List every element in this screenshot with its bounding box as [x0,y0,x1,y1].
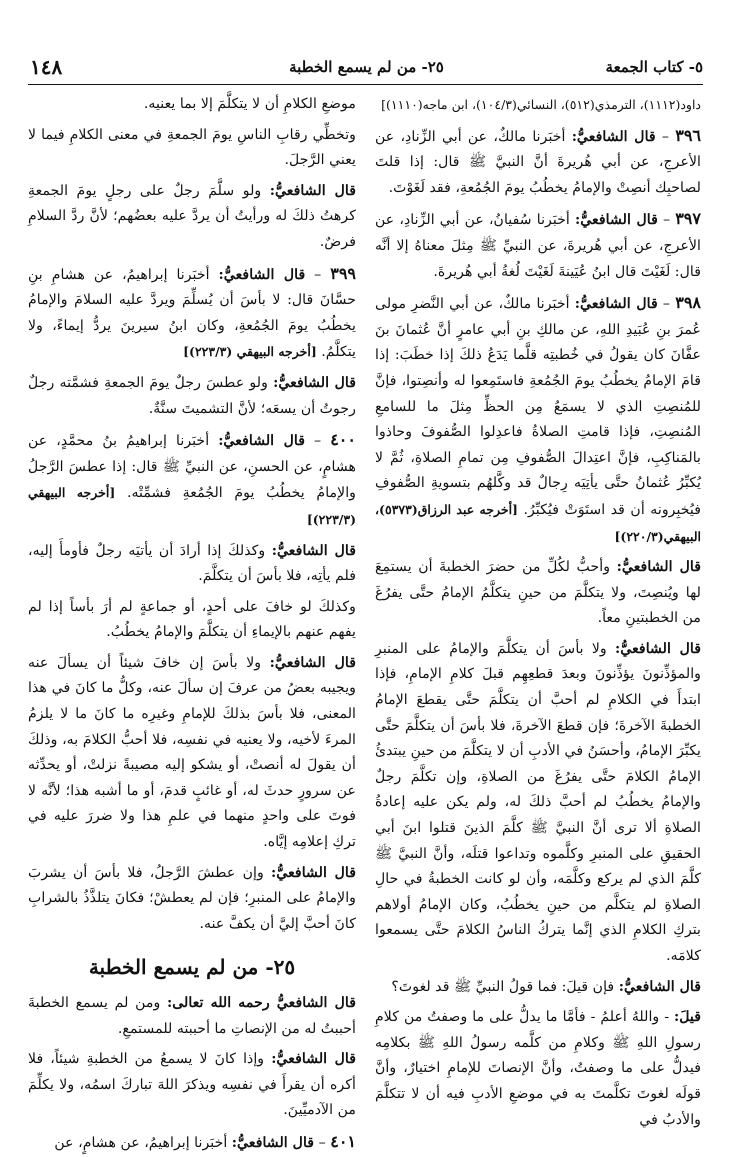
speaker-label: قال الشافعيُّ: [271,864,356,881]
speaker-label: قال الشافعيُّ: [618,978,701,995]
speaker-label: قال الشافعيُّ: [271,1051,356,1068]
running-header [30,52,703,82]
hadith-number: ٣٩٧ [675,209,701,229]
paragraph-text: أخبَرنا سُفيانُ، عن أبي الزِّنادِ، عن الأعرجِ، عن أبي هُريرةَ، عن النبيِّ ﷺ مِثلَ معناهُ إلا أنَّه قال: لَغَيْتَ قال ابنُ عُيَينةَ لَغَيْتَ لُغةُ أبي هُريرةَ. [375,212,701,280]
speaker-label: قال الشافعيُّ: [616,559,701,576]
text-paragraph [28,861,356,938]
paragraph-text: وإذا كانَ لا يسمعُ من الخطبةِ شيئاً، فلا أكره أن يقرأَ في نفسِه ويذكرَ اللهَ تباركَ اسمُه، ولا يكلِّمَ من الآدميِّينَ. [28,1051,356,1119]
text-paragraph [28,539,356,590]
hadith-number: ٣٩٦ [675,125,701,145]
hadith-number: ٤٠٠ [330,430,356,450]
text-paragraph [375,1005,701,1133]
speaker-label: قال الشافعيُّ رحمه الله تعالى: [167,995,356,1011]
hadith-number: ٣٩٨ [675,293,701,313]
hadith-paragraph: ٣٩٦ – قال الشافعيُّ: أخبَرنا مالكٌ، عن أبي الزِّنادِ، عن الأعرجِ، عن أبي هُريرةَ أنَّ النبيَّ ﷺ قال: إذا قلتَ لصاحبِك أنصِتْ والإمامُ يخطُبُ يومَ الجُمُعةِ، فقد لَغَوْتَ. [375,125,701,196]
speaker-label: قال الشافعيُّ: [269,182,356,199]
paragraph-text: وتخطِّي رقابِ الناسِ يومَ الجمعةِ في معنى الكلامِ فيما لا يعني الرَّجلَ. [28,126,356,169]
hadith-number: ٤٠١ [330,1131,356,1151]
speaker-label: قال الشافعيُّ: [574,296,658,313]
paragraph-text: فإن قيلَ: فما قولُ النبيِّ ﷺ قد لغوتَ؟ [391,978,615,995]
paragraph-text: موضعِ الكلامِ أن لا يتكلَّمَ إلا بما يعنيه. [143,96,356,112]
paragraph-text: وإن عطشَ الرَّجلُ، فلا بأسَ أن يشربَ والإمامُ على المنبرِ؛ فإن لم يعطشْ؛ فكانَ يتلذَّذُ بالشرابِ كانَ أحبَّ إليَّ أن يكفَّ عنه. [28,864,356,932]
text-paragraph [28,595,356,646]
source-citation: [أخرجه البيهقي (٢٢٣/٣)] [28,485,356,527]
paragraph-text: وأحبُّ لكُلِّ من حضرَ الخطبةَ أن يستمِعَ لها ويُنصِتَ، ولا يتكلَّمَ من حينِ يتكلَّمُ الإمامُ حتَّى يفرُغَ من الخطبتينِ معاً. [375,559,701,627]
text-paragraph [28,179,356,256]
paragraph-text: أخبَرنا مالكٌ، عن أبي الزِّنادِ، عن الأعرجِ، عن أبي هُريرةَ أنَّ النبيَّ ﷺ قال: إذا قلتَ لصاحبِك أنصِتْ والإمامُ يخطُبُ يومَ الجُمُعةِ، فقد لَغَوْتَ. [375,128,701,196]
paragraph-text: - واللهُ أعلمُ - فأمَّا ما يدلُّ على ما وصفتُ من كلامِ رسولِ اللهِ ﷺ وكلامِ من كلَّمه رسولُ اللهِ ﷺ بكلامِه فيدلُّ على ما وصفتُ، وأنَّ الإنصاتَ للإمامِ اختيارٌ، وأنَّ قولَه لغوتَ تكلَّمتَ به في موضعِ الأدبِ فيه أن لا تتكلَّمَ والأدبُ في [375,1009,701,1128]
speaker-label: قال الشافعيُّ: [269,654,356,671]
paragraph-text: ومن لم يسمع الخطبةَ أحببتُ له من الإنصاتِ ما أحببته للمستمعِ. [28,995,356,1037]
left-column [28,92,357,1151]
text-paragraph [28,1047,356,1124]
citation-line: داود(١١١٢)، الترمذي(٥١٢)، النسائي(١٠٤/٣)، ابن ماجه(١١١٠)] [381,97,701,112]
speaker-label: قال الشافعيُّ: [218,266,306,283]
header-rule [28,84,703,85]
paragraph-text: ولا بأسَ إن خافَ شيئاً أن يسألَ عنه ويجيبه بعضُ من عرفَ إن سألَ عنه، وكلُّ ما كانَ في هذا المعنى، فلا بأسَ بذلكَ للإمامِ وغيرِه ما كانَ ما لا يلزمُ المرءَ لأخيه، ولا يعنيه في نفسِه، فلا أحبُّ الكلامَ به، وذلكَ أن يقولَ له أنصتْ، أو يشكو إليه مصيبةً نزلتْ، أو يحدِّثه عن سرورٍ حدثَ له، أو غائبٍ قدمَ، أو ما أشبه هذا؛ لأنَّه لا فوتَ على واحدٍ منهما في علمِ هذا ولا ضررَ عليه في تركِ إعلامِه إيَّاه. [28,654,356,851]
paragraph-text: وكذلكَ إذا أرادَ أن يأتيَه رجلٌ فأومأَ إليه، فلم يأتِه، فلا بأسَ أن يتكلَّمَ. [28,542,356,585]
hadith-paragraph: ٣٩٨ – قال الشافعيُّ: أخبَرنا مالكٌ، عن أبي النَّضرِ مولى عُمرَ بنِ عُبَيدِ اللهِ، عن مالكِ بنِ أبي عامرٍ أنَّ عُثمانَ بنَ عفَّانَ كان يقولُ في خُطبتِه قلَّما يَدَعُ ذلكَ إذا خطَبَ: إذا قامَ الإمامُ يخطُبُ يومَ الجُمُعةِ فاستَمِعوا له وأنصِتوا، فإنَّ للمُنصِتِ الذي لا يسمَعُ مِن الحظِّ مِثلَ ما للسامعِ المُنصِتِ، فإذا قامتِ الصلاةُ فاعدِلوا الصُّفوفَ وحاذوا بالمَناكِبِ، فإنَّ اعتِدالَ الصُّفوفِ مِن تمامِ الصلاةِ، ثُمَّ لا يُكبِّرُ عُثمانُ حتَّى يأتِيَه رِجالٌ قد وكَّلهُم بتسويةِ الصُّفوفِ فيُخبِرونه أن قد استَوَتْ فيُكبِّرُ. [أخرجه عبد الرزاق(٥٣٧٣)، البيهقي(٢٢٠/٣)] [375,293,701,544]
speaker-label: قال الشافعيُّ: [615,640,701,657]
text-paragraph [28,123,356,174]
paragraph-text: أخبَرنا إبراهيمُ، عن هشامِ بنِ حسَّانَ قال: لا بأسَ أن يُسلِّمَ ويردَّ عليه السلامَ والإمامُ يخطُبُ يومَ الجُمُعةِ، وكان ابنُ سيرينَ يردُّ إيماءً، ولا يتكلَّمُ. [28,266,356,361]
paragraph-text: أخبَرنا مالكٌ، عن أبي النَّضرِ مولى عُمرَ بنِ عُبَيدِ اللهِ، عن مالكِ بنِ أبي عامرٍ أنَّ عُثمانَ بنَ عفَّانَ كان يقولُ في خُطبتِه قلَّما يَدَعُ ذلكَ إذا خطَبَ: إذا قامَ الإمامُ يخطُبُ يومَ الجُمُعةِ فاستَمِعوا له وأنصِتوا، فإنَّ للمُنصِتِ الذي لا يسمَعُ مِن الحظِّ مِثلَ ما للسامعِ المُنصِتِ، فإذا قامتِ الصلاةُ فاعدِلوا الصُّفوفَ وحاذوا بالمَناكِبِ، فإنَّ اعتِدالَ الصُّفوفِ مِن تمامِ الصلاةِ، ثُمَّ لا يُكبِّرُ عُثمانُ حتَّى يأتِيَه رِجالٌ قد وكَّلهُم بتسويةِ الصُّفوفِ فيُخبِرونه أن قد استَوَتْ فيُكبِّرُ. [375,296,701,518]
text-paragraph [28,991,356,1042]
text-paragraph [28,371,356,422]
text-paragraph [28,92,356,118]
speaker-label: قال الشافعيُّ: [574,212,658,229]
paragraph-text: ولو عطسَ رجلٌ يومَ الجمعةِ فشمَّته رجلٌ رجوتُ أن يسعَه؛ لأنَّ التشميتَ سنَّةٌ. [28,374,356,417]
speaker-label: قيلَ: [673,1009,701,1026]
hadith-paragraph: ٣٩٩ – قال الشافعيُّ: أخبَرنا إبراهيمُ، عن هشامِ بنِ حسَّانَ قال: لا بأسَ أن يُسلِّمَ ويردَّ عليه السلامَ والإمامُ يخطُبُ يومَ الجُمُعةِ، وكان ابنُ سيرينَ يردُّ إيماءً، ولا يتكلَّمُ. [أخرجه البيهقي (٢٢٣/٣)] [28,263,356,361]
section-title: ٢٥- من لم يسمع الخطبة [88,955,296,980]
hadith-paragraph: ٣٩٧ – قال الشافعيُّ: أخبَرنا سُفيانُ، عن أبي الزِّنادِ، عن الأعرجِ، عن أبي هُريرةَ، عن النبيِّ ﷺ مِثلَ معناهُ إلا أنَّه قال: لَغَيْتَ قال ابنُ عُيَينةَ لَغَيْتَ لُغةُ أبي هُريرةَ. [375,209,701,280]
text-paragraph [375,555,701,632]
speaker-label: قال الشافعيُّ: [571,128,656,145]
page-number: ١٤٨ [30,55,63,79]
section-heading: ٢٥- من لم يسمع الخطبة [289,58,444,76]
text-paragraph [28,651,356,856]
hadith-paragraph: ٤٠٠ – قال الشافعيُّ: أخبَرنا إبراهيمُ بنُ محمَّدٍ، عن هشامٍ، عن الحسنِ، عن النبيِّ ﷺ قال: إذا عطسَ الرَّجلُ والإمامُ يخطُبُ يومَ الجُمُعةِ فشمِّتْه. [أخرجه البيهقي (٢٢٣/٣)] [28,430,357,527]
chapter-heading: ٥- كتاب الجمعة [605,58,703,76]
text-paragraph [375,975,701,1001]
paragraph-text: أخبَرنا إبراهيمُ بنُ محمَّدٍ، عن هشامٍ، عن الحسنِ، عن النبيِّ ﷺ قال: إذا عطسَ الرَّجلُ والإمامُ يخطُبُ يومَ الجُمُعةِ فشمِّتْه. [28,433,357,502]
speaker-label: قال الشافعيُّ: [271,542,356,559]
text-paragraph [375,637,701,970]
speaker-label: قال الشافعيُّ: [273,374,356,391]
right-column [375,92,701,1128]
speaker-label: قال الشافعيُّ: [231,1134,315,1151]
paragraph-text: أخبَرنا إبراهيمُ، عن هشامٍ، عن [54,1134,228,1151]
source-citation: [أخرجه البيهقي (٢٢٣/٣)] [183,344,317,360]
paragraph-text: ولا بأسَ أن يتكلَّمَ والإمامُ على المنبرِ والمؤذِّنونَ يؤذِّنونَ وبعدَ قطعِهِم قبلَ كلامِ الإمامِ، فإذا ابتدأَ في الكلامِ لم أحبَّ أن يتكلَّمَ حتَّى يقطعَ الإمامُ الخطبةَ الآخرةَ؛ فإن قطعَ الآخرةَ، فلا بأسَ أن يتكلَّمَ حتَّى يكبِّرَ الإمامُ، وأحسَنُ في الأدبِ أن لا يتكلَّمَ من حينِ يبتدئُ الإمامُ الكلامَ حتَّى يفرُغَ من الصلاةِ، وإن تكلَّمَ رجلٌ والإمامُ يخطُبُ لم أحبَّ ذلكَ له، ولم يكن عليه إعادةُ الصلاةِ ألا ترى أنَّ النبيَّ ﷺ كلَّمَ الذينَ قتلوا ابنَ أبي الحقيقِ على المنبرِ وكلَّموه وتداعوا قتلَه، وأنَّ النبيَّ ﷺ كلَّمَ الذي لم يركع وكلَّمَه، وأن لو كانت الخطبةُ في حالِ الصلاةِ لم يتكلَّم من حينِ يخطُبُ، وكان الإمامُ أولاهم بتركِ الكلامِ الذي إنَّما يتركُ الناسُ الكلامَ حتَّى يسمعوا كلامَه. [375,640,701,964]
hadith-paragraph: ٤٠١ – قال الشافعيُّ: أخبَرنا إبراهيمُ، عن هشامٍ، عن [54,1131,356,1151]
speaker-label: قال الشافعيُّ: [218,433,306,450]
source-citation: [أخرجه عبد الرزاق(٥٣٧٣)، البيهقي(٢٢٠/٣)] [375,501,701,544]
paragraph-text: وكذلكَ لو خافَ على أحدٍ، أو جماعةٍ لم أرَ بأساً إذا لم يفهم عنهم بالإيماءِ أن يتكلَّمَ والإمامُ يخطُبُ. [28,598,356,641]
hadith-number: ٣٩٩ [330,263,356,283]
paragraph-text: ولو سلَّمَ رجلٌ على رجلٍ يومَ الجمعةِ كرهتُ ذلكَ له ورأيتُ أن يردَّ عليه بعضُهم؛ لأنَّ ردَّ السلامِ فرضٌ. [28,182,356,250]
